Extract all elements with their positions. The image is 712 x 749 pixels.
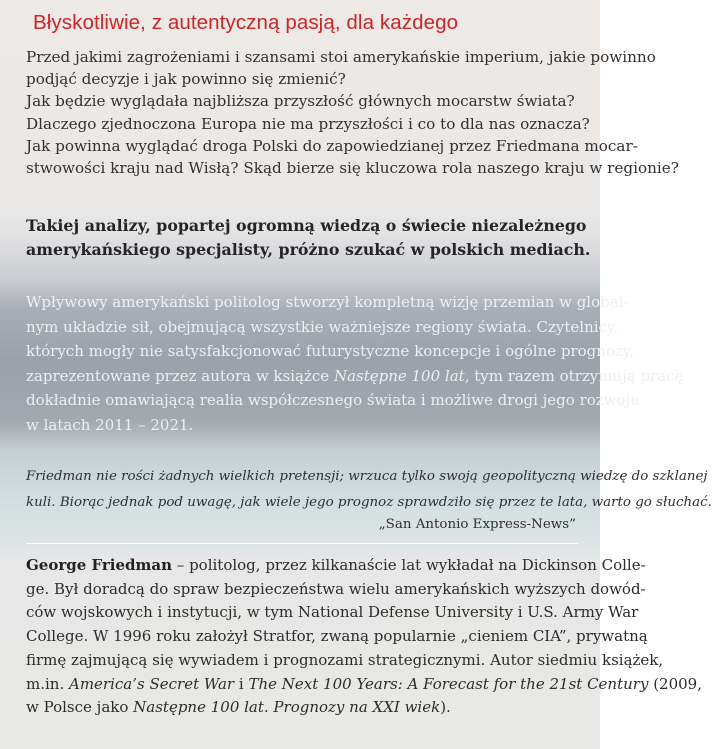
bio-line xyxy=(26,696,582,720)
divider xyxy=(26,543,578,544)
book-title: Następne 100 lat. Prognozy na XXI wiek xyxy=(133,698,441,717)
book-title: America’s Secret War xyxy=(69,674,235,693)
body-line: w latach 2011 – 2021. xyxy=(26,415,194,434)
bio-text: ). xyxy=(440,698,451,717)
author-name: George Friedman xyxy=(26,556,173,574)
headline: Błyskotliwie, z autentyczną pasją, dla każdego xyxy=(33,11,459,34)
press-quote xyxy=(26,464,712,515)
bio-text: (2009, xyxy=(648,674,702,693)
description-paragraph xyxy=(26,290,684,438)
questions-block xyxy=(26,46,679,179)
quote-line: kuli. Biorąc jednak pod uwagę, jak wiele jego prognoz sprawdziło się przez te lata, warto go słuchać. xyxy=(26,494,712,510)
body-line: nym układzie sił, obejmującą wszystkie ważniejsze regiony świata. Czytelnicy, xyxy=(26,317,619,336)
bold-claim xyxy=(26,214,591,262)
body-line: których mogły nie satysfakcjonować futurystyczne koncepcje i ogólne prognozy, xyxy=(26,342,635,361)
quote-line: Friedman nie rości żadnych wielkich pretensji; wrzuca tylko swoją geopolityczną wiedzę do szklanej xyxy=(26,469,708,484)
author-bio xyxy=(26,554,702,720)
bio-line: ge. Był doradcą do spraw bezpieczeństwa wielu amerykańskich wyższych dowód- xyxy=(26,579,646,598)
body-line: dokładnie omawiającą realia współczesnego świata i możliwe drogi jego rozwoju xyxy=(26,391,640,410)
bio-text: m.in. xyxy=(26,674,69,693)
question-line: Jak powinna wyglądać droga Polski do zapowiedzianej przez Friedmana mocar- xyxy=(26,136,638,155)
question-line: Jak będzie wyglądała najbliższa przyszłość głównych mocarstw świata? xyxy=(26,92,575,111)
quote-source: „San Antonio Express-News” xyxy=(378,517,576,532)
body-text: zaprezentowane przez autora w książce xyxy=(26,366,334,385)
bio-line xyxy=(26,673,702,697)
question-line: Dlaczego zjednoczona Europa nie ma przyszłości i co to dla nas oznacza? xyxy=(26,114,590,133)
book-title: Następne 100 lat xyxy=(333,366,465,385)
bio-text: w Polsce jako xyxy=(26,698,134,717)
claim-line: amerykańskiego specjalisty, próżno szukać w polskich mediach. xyxy=(26,240,591,259)
book-title: The Next 100 Years: A Forecast for the 21st Century xyxy=(248,674,649,693)
question-line: Przed jakimi zagrożeniami i szansami stoi amerykańskie imperium, jakie powinno xyxy=(26,48,656,66)
bio-line: ców wojskowych i instytucji, w tym National Defense University i U.S. Army War xyxy=(26,603,639,622)
body-line: Wpływowy amerykański politolog stworzył kompletną wizję przemian w global- xyxy=(26,293,629,311)
question-line: podjąć decyzje i jak powinno się zmienić? xyxy=(26,70,346,89)
bio-text: – politolog, przez kilkanaście lat wykładał na Dickinson Colle- xyxy=(172,556,646,574)
bio-line: College. W 1996 roku założył Stratfor, zwaną popularnie „cieniem CIA”, prywatną xyxy=(26,627,648,646)
body-text: , tym razem otrzymują pracę xyxy=(464,366,684,385)
question-line: stwowości kraju nad Wisłą? Skąd bierze się kluczowa rola naszego kraju w regionie? xyxy=(26,159,679,178)
claim-line: Takiej analizy, popartej ogromną wiedzą o świecie niezależnego xyxy=(26,216,587,235)
bio-line: firmę zajmującą się wywiadem i prognozami strategicznymi. Autor siedmiu książek, xyxy=(26,650,664,669)
body-line xyxy=(26,364,684,389)
bio-line xyxy=(26,554,646,578)
bio-text: i xyxy=(234,674,249,693)
